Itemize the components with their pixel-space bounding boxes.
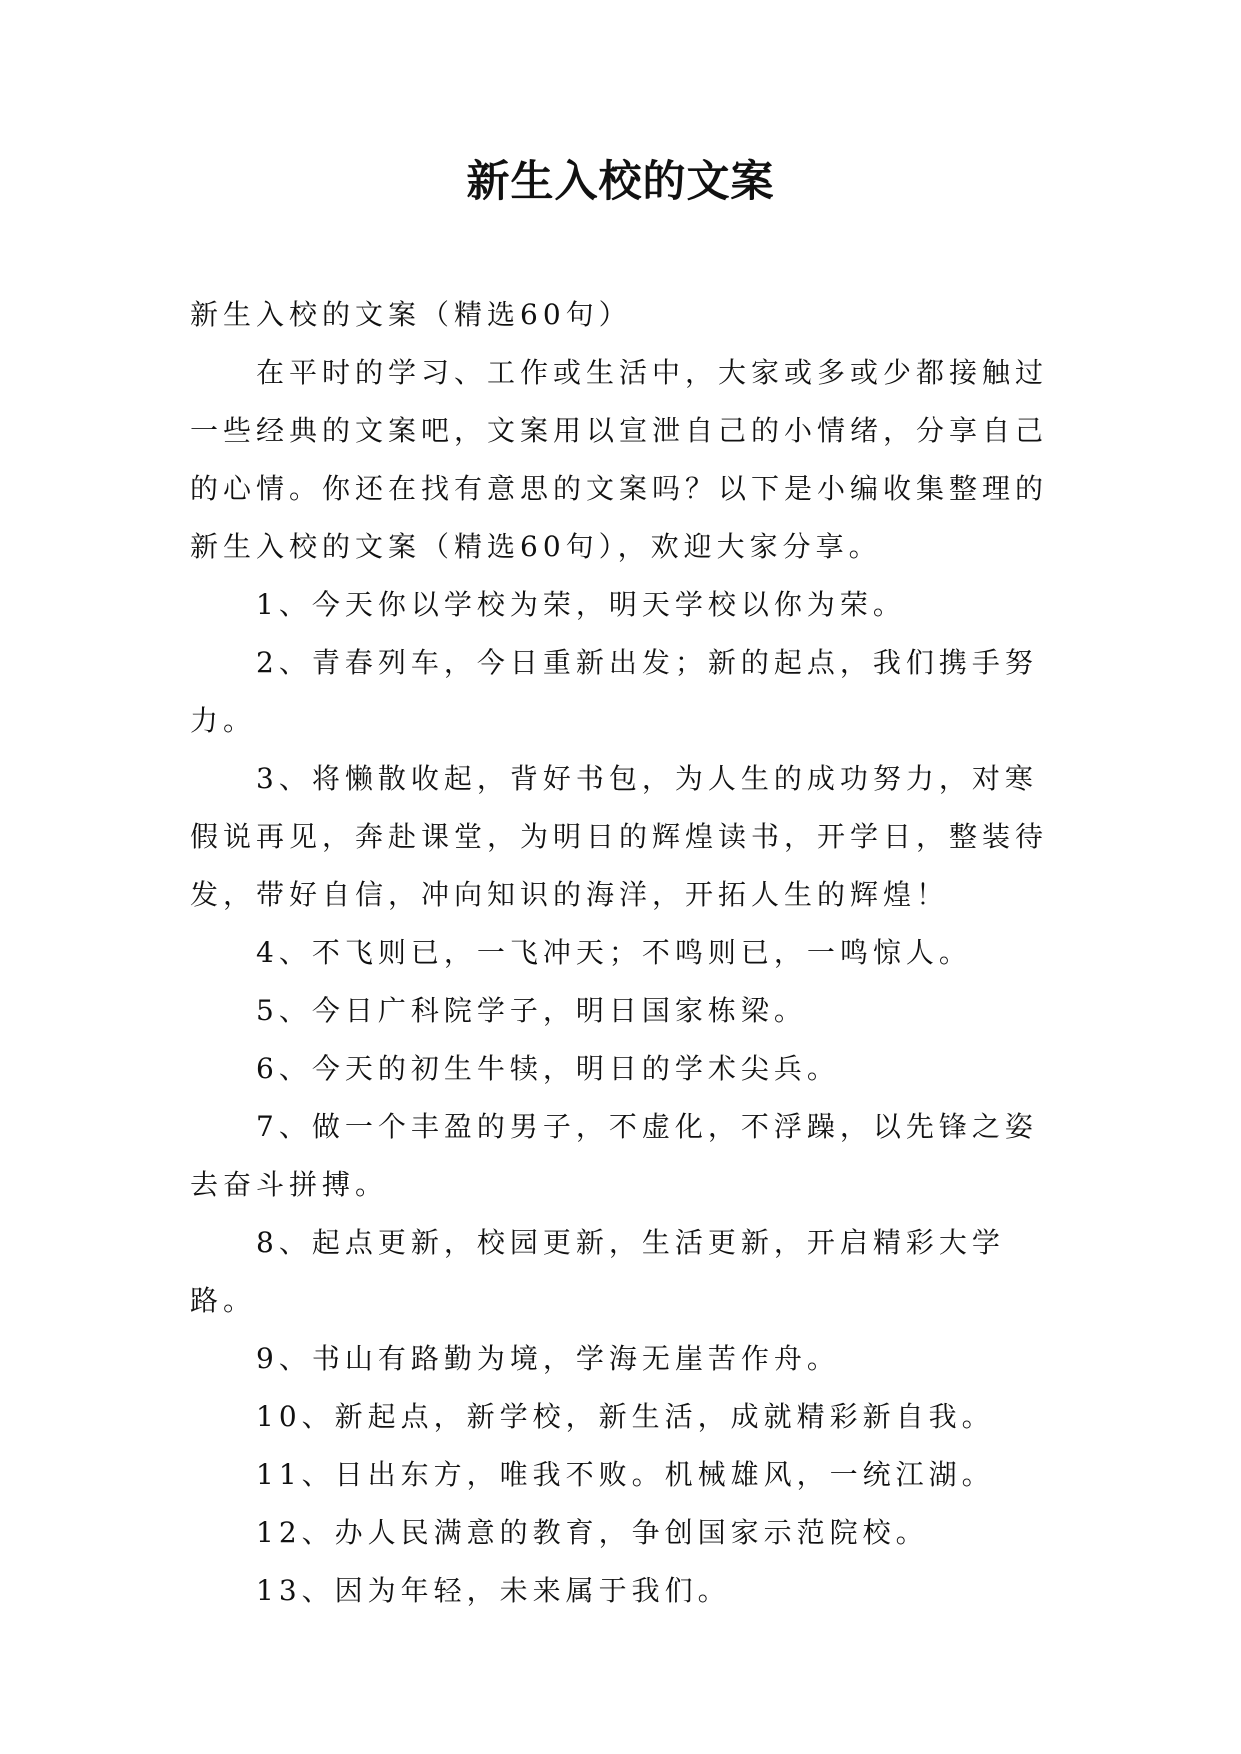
list-item: 1、今天你以学校为荣，明天学校以你为荣。 (256, 588, 906, 621)
document-body (190, 286, 1070, 1620)
list-item: 13、因为年轻，未来属于我们。 (256, 1574, 731, 1607)
document-title: 新生入校的文案 (466, 157, 775, 207)
list-item: 11、日出东方，唯我不败。机械雄风，一统江湖。 (256, 1458, 995, 1491)
list-item: 5、今日广科院学子，明日国家栋梁。 (256, 994, 807, 1027)
list-item: 6、今天的初生牛犊，明日的学术尖兵。 (256, 1052, 840, 1085)
list-item: 4、不飞则已，一飞冲天；不鸣则已，一鸣惊人。 (256, 936, 972, 969)
list-item: 2、青春列车，今日重新出发；新的起点，我们携手努力。 (190, 646, 1038, 737)
document-subtitle: 新生入校的文案（精选60句） (190, 298, 632, 331)
list-item: 9、书山有路勤为境，学海无崖苦作舟。 (256, 1342, 840, 1375)
list-item: 10、新起点，新学校，新生活，成就精彩新自我。 (256, 1400, 995, 1433)
list-item: 3、将懒散收起，背好书包，为人生的成功努力，对寒假说再见，奔赴课堂，为明日的辉煌读书，开学日，整装待发，带好自信，冲向知识的海洋，开拓人生的辉煌！ (190, 762, 1049, 911)
list-item: 7、做一个丰盈的男子，不虚化，不浮躁，以先锋之姿去奋斗拼搏。 (190, 1110, 1038, 1201)
list-item: 8、起点更新，校园更新，生活更新，开启精彩大学路。 (190, 1226, 1005, 1317)
intro-paragraph: 在平时的学习、工作或生活中，大家或多或少都接触过一些经典的文案吧，文案用以宣泄自己的小情绪，分享自己的心情。你还在找有意思的文案吗？以下是小编收集整理的新生入校的文案（精选60句），欢迎大家分享。 (190, 356, 1049, 563)
list-item: 12、办人民满意的教育，争创国家示范院校。 (256, 1516, 929, 1549)
